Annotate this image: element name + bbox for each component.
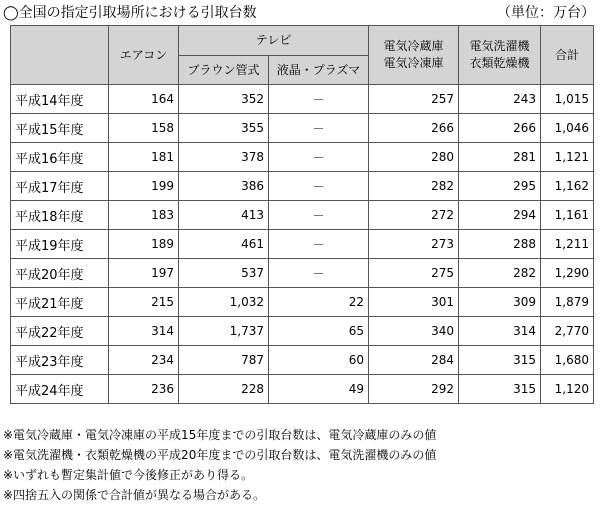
cell-total: 1,162: [541, 172, 594, 201]
collection-table: [10, 25, 594, 404]
cell-tv-lcd: －: [269, 85, 369, 114]
cell-year: 平成22年度: [11, 317, 109, 346]
cell-washer: 281: [459, 143, 541, 172]
header-total: 合計: [541, 26, 594, 85]
header-tv-crt: ブラウン管式: [179, 56, 269, 85]
cell-fridge: 275: [369, 259, 459, 288]
cell-total: 1,290: [541, 259, 594, 288]
cell-year: 平成16年度: [11, 143, 109, 172]
cell-tv-crt: 228: [179, 375, 269, 404]
cell-year: 平成14年度: [11, 85, 109, 114]
header-washer-line1: 電気洗濯機: [469, 39, 530, 53]
cell-washer: 288: [459, 230, 541, 259]
header-tv-lcd: 液晶・プラズマ: [269, 56, 369, 85]
cell-fridge: 284: [369, 346, 459, 375]
table-row: [11, 375, 594, 404]
cell-total: 1,879: [541, 288, 594, 317]
cell-fridge: 340: [369, 317, 459, 346]
cell-year: 平成20年度: [11, 259, 109, 288]
table-row: [11, 230, 594, 259]
cell-tv-crt: 413: [179, 201, 269, 230]
cell-year: 平成23年度: [11, 346, 109, 375]
cell-aircon: 158: [109, 114, 179, 143]
footnote: ※四捨五入の関係で合計値が異なる場合がある。: [3, 488, 266, 502]
cell-tv-lcd: 60: [269, 346, 369, 375]
cell-washer: 295: [459, 172, 541, 201]
cell-tv-crt: 352: [179, 85, 269, 114]
cell-total: 1,161: [541, 201, 594, 230]
cell-washer: 315: [459, 375, 541, 404]
cell-fridge: 282: [369, 172, 459, 201]
cell-fridge: 301: [369, 288, 459, 317]
footnote: ※いずれも暫定集計値で今後修正があり得る。: [3, 468, 254, 482]
cell-tv-lcd: －: [269, 114, 369, 143]
cell-total: 1,120: [541, 375, 594, 404]
cell-tv-lcd: －: [269, 259, 369, 288]
cell-fridge: 266: [369, 114, 459, 143]
cell-year: 平成15年度: [11, 114, 109, 143]
cell-washer: 266: [459, 114, 541, 143]
header-corner: [11, 26, 109, 85]
cell-total: 1,046: [541, 114, 594, 143]
cell-fridge: 273: [369, 230, 459, 259]
cell-total: 1,680: [541, 346, 594, 375]
cell-washer: 282: [459, 259, 541, 288]
cell-total: 2,770: [541, 317, 594, 346]
cell-tv-crt: 386: [179, 172, 269, 201]
title-row: [3, 3, 595, 23]
footnote: ※電気洗濯機・衣類乾燥機の平成20年度までの引取台数は、電気洗濯機のみの値: [3, 448, 437, 462]
cell-washer: 314: [459, 317, 541, 346]
cell-tv-crt: 1,737: [179, 317, 269, 346]
cell-aircon: 183: [109, 201, 179, 230]
header-fridge-line2: 電気冷凍庫: [383, 56, 444, 70]
cell-aircon: 314: [109, 317, 179, 346]
table-row: [11, 259, 594, 288]
cell-aircon: 234: [109, 346, 179, 375]
header-washer-line2: 衣類乾燥機: [469, 56, 530, 70]
header-fridge-line1: 電気冷蔵庫: [383, 39, 444, 53]
cell-fridge: 280: [369, 143, 459, 172]
page-title: ◯全国の指定引取場所における引取台数: [3, 5, 257, 21]
cell-tv-lcd: －: [269, 230, 369, 259]
cell-fridge: 257: [369, 85, 459, 114]
table-header: [11, 26, 594, 85]
cell-year: 平成18年度: [11, 201, 109, 230]
table-body: [11, 85, 594, 404]
cell-tv-crt: 461: [179, 230, 269, 259]
table-row: [11, 346, 594, 375]
cell-tv-crt: 378: [179, 143, 269, 172]
table-row: [11, 317, 594, 346]
cell-tv-crt: 1,032: [179, 288, 269, 317]
cell-washer: 309: [459, 288, 541, 317]
cell-year: 平成21年度: [11, 288, 109, 317]
cell-aircon: 215: [109, 288, 179, 317]
header-fridge: [369, 26, 459, 85]
cell-tv-lcd: －: [269, 172, 369, 201]
header-aircon: エアコン: [109, 26, 179, 85]
cell-year: 平成24年度: [11, 375, 109, 404]
cell-washer: 315: [459, 346, 541, 375]
cell-tv-crt: 355: [179, 114, 269, 143]
cell-tv-crt: 787: [179, 346, 269, 375]
cell-fridge: 272: [369, 201, 459, 230]
cell-aircon: 181: [109, 143, 179, 172]
cell-tv-lcd: －: [269, 201, 369, 230]
table-row: [11, 172, 594, 201]
cell-aircon: 197: [109, 259, 179, 288]
header-washer: [459, 26, 541, 85]
table-row: [11, 201, 594, 230]
table-row: [11, 114, 594, 143]
table-row: [11, 143, 594, 172]
cell-total: 1,211: [541, 230, 594, 259]
cell-total: 1,015: [541, 85, 594, 114]
cell-total: 1,121: [541, 143, 594, 172]
footnotes: [3, 425, 595, 505]
cell-tv-lcd: －: [269, 143, 369, 172]
cell-aircon: 236: [109, 375, 179, 404]
unit-label: （単位：万台）: [497, 5, 595, 21]
header-tv: テレビ: [179, 26, 369, 56]
cell-tv-lcd: 22: [269, 288, 369, 317]
cell-fridge: 292: [369, 375, 459, 404]
table-row: [11, 85, 594, 114]
cell-tv-lcd: 65: [269, 317, 369, 346]
cell-tv-crt: 537: [179, 259, 269, 288]
cell-aircon: 199: [109, 172, 179, 201]
footnote: ※電気冷蔵庫・電気冷凍庫の平成15年度までの引取台数は、電気冷蔵庫のみの値: [3, 428, 437, 442]
cell-year: 平成17年度: [11, 172, 109, 201]
cell-tv-lcd: 49: [269, 375, 369, 404]
cell-aircon: 164: [109, 85, 179, 114]
cell-aircon: 189: [109, 230, 179, 259]
cell-year: 平成19年度: [11, 230, 109, 259]
cell-washer: 243: [459, 85, 541, 114]
cell-washer: 294: [459, 201, 541, 230]
table-row: [11, 288, 594, 317]
